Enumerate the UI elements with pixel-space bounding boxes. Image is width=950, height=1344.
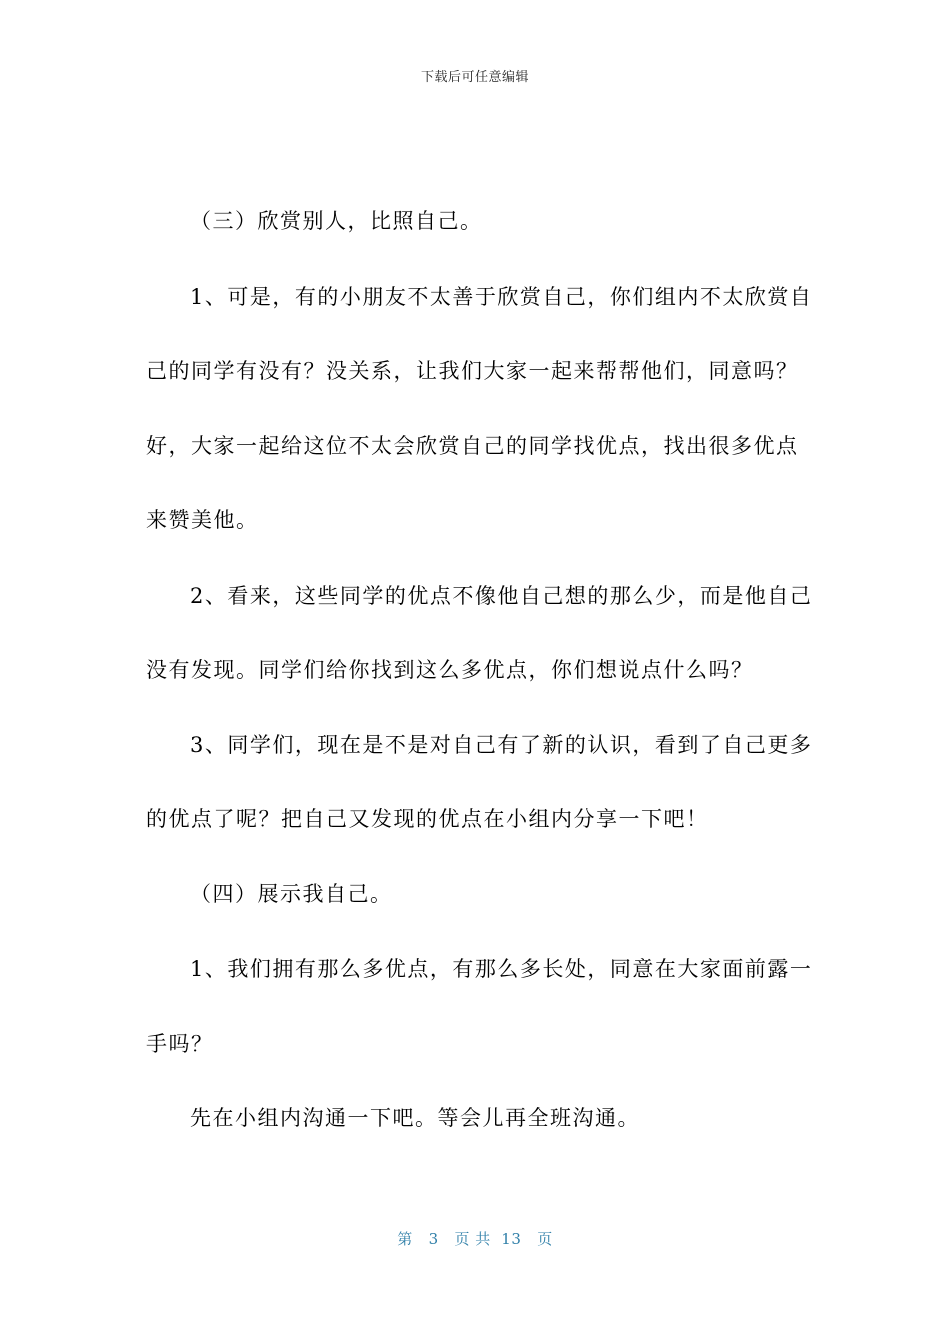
page-suffix: 页 [537, 1230, 553, 1248]
paragraph-line: 1、可是，有的小朋友不太善于欣赏自己，你们组内不太欣赏自 [190, 285, 813, 309]
paragraph-line: 好，大家一起给这位不太会欣赏自己的同学找优点，找出很多优点 [146, 434, 799, 458]
paragraph-line: 的优点了呢？把自己又发现的优点在小组内分享一下吧！ [146, 807, 709, 831]
paragraph-line: 来赞美他。 [146, 508, 259, 532]
page-prefix: 第 [397, 1230, 413, 1248]
paragraph-line: 手吗？ [146, 1032, 214, 1056]
section-heading-4: （四）展示我自己。 [190, 882, 393, 906]
paragraph-line: 没有发现。同学们给你找到这么多优点，你们想说点什么吗？ [146, 658, 754, 682]
page-number-footer [0, 1228, 950, 1249]
paragraph-line: 2、看来，这些同学的优点不像他自己想的那么少，而是他自己 [190, 584, 813, 608]
paragraph-line: 3、同学们，现在是不是对自己有了新的认识，看到了自己更多 [190, 733, 813, 757]
paragraph-line: 1、我们拥有那么多优点，有那么多长处，同意在大家面前露一 [190, 957, 813, 981]
total-pages: 13 [501, 1230, 522, 1248]
section-heading-3: （三）欣赏别人，比照自己。 [190, 209, 483, 233]
paragraph-line: 先在小组内沟通一下吧。等会儿再全班沟通。 [190, 1106, 640, 1130]
current-page: 3 [428, 1230, 439, 1248]
paragraph-line: 己的同学有没有？没关系，让我们大家一起来帮帮他们，同意吗？ [146, 359, 799, 383]
page-mid: 页 共 [454, 1230, 491, 1248]
header-note: 下载后可任意编辑 [420, 70, 529, 85]
